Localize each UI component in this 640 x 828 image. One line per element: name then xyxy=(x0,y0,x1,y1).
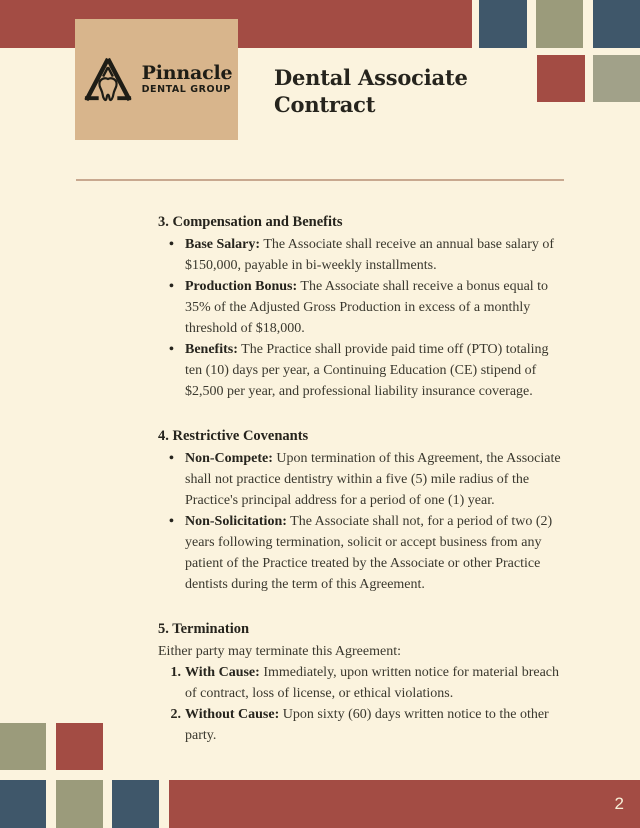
list-item xyxy=(158,511,568,595)
item-text: The Associate shall receive an annual base salary of $150,000, payable in bi-weekly installments. xyxy=(185,237,555,273)
page-title: Dental Associate Contract xyxy=(274,65,468,117)
contract-body xyxy=(158,212,568,746)
decor-square-slate xyxy=(479,0,527,48)
section-heading: 5. Termination xyxy=(158,621,250,637)
termination-list xyxy=(158,662,568,746)
page-number: 2 xyxy=(614,794,624,813)
decor-square-olive xyxy=(0,723,46,770)
bullet-marker: • xyxy=(169,342,174,357)
section-compensation-and-benefits xyxy=(158,212,568,402)
tooth-icon xyxy=(99,78,116,100)
decor-square-olive xyxy=(593,55,640,102)
bullet-marker: • xyxy=(169,237,174,252)
list-item xyxy=(158,234,568,276)
decor-square-olive xyxy=(536,0,583,48)
section-heading: 4. Restrictive Covenants xyxy=(158,428,309,444)
section-heading: 3. Compensation and Benefits xyxy=(158,214,343,230)
item-text: Upon sixty (60) days written notice to the other party. xyxy=(185,707,549,743)
footer-bar xyxy=(169,780,640,828)
number-marker: 2. xyxy=(170,707,181,722)
logo-card xyxy=(75,19,238,140)
list-item xyxy=(158,704,568,746)
section-termination xyxy=(158,619,568,746)
logo-subtitle: DENTAL GROUP xyxy=(141,84,231,96)
list-item xyxy=(158,662,568,704)
item-label: Non-Compete: xyxy=(185,451,273,466)
item-label: Benefits: xyxy=(185,342,238,357)
decor-square-maroon xyxy=(537,55,585,102)
list-item xyxy=(158,276,568,339)
item-text: The Practice shall provide paid time off (PTO) totaling ten (10) days per year, a Continuing Education (CE) stipend of $2,500 per year, and professional liability insurance coverage. xyxy=(185,342,549,399)
decor-square-slate xyxy=(593,0,640,48)
decor-square-slate xyxy=(112,780,159,828)
list-item xyxy=(158,448,568,511)
bullet-marker: • xyxy=(169,514,174,529)
section-restrictive-covenants xyxy=(158,426,568,595)
item-label: Production Bonus: xyxy=(185,279,298,294)
decor-square-slate xyxy=(0,780,46,828)
item-text: Immediately, upon written notice for material breach of contract, loss of license, or ethical violations. xyxy=(185,665,560,701)
bullet-marker: • xyxy=(169,279,174,294)
list-item xyxy=(158,339,568,402)
covenant-list xyxy=(158,448,568,595)
item-label: With Cause: xyxy=(185,665,260,680)
benefit-list xyxy=(158,234,568,402)
logo-wordmark xyxy=(142,64,233,95)
pinnacle-tooth-logo-icon xyxy=(81,54,135,106)
bullet-marker: • xyxy=(169,451,174,466)
item-label: Without Cause: xyxy=(185,707,280,722)
section-intro: Either party may terminate this Agreement: xyxy=(158,644,401,659)
item-label: Base Salary: xyxy=(185,237,261,252)
number-marker: 1. xyxy=(170,665,181,680)
item-text: Upon termination of this Agreement, the Associate shall not practice dentistry within a five (5) mile radius of the Practice's principal address for a period of one (1) year. xyxy=(185,451,561,508)
header-divider xyxy=(76,179,564,181)
item-text: The Associate shall receive a bonus equal to 35% of the Adjusted Gross Production in excess of a monthly threshold of $18,000. xyxy=(185,279,549,336)
logo-name: Pinnacle xyxy=(141,62,233,85)
item-label: Non-Solicitation: xyxy=(185,514,287,529)
item-text: The Associate shall not, for a period of two (2) years following termination, solicit or accept business from any patient of the Practice treated by the Associate or other Practice dentists during the term of this Agreement. xyxy=(185,514,553,592)
decor-square-olive xyxy=(56,780,103,828)
decor-square-maroon xyxy=(56,723,103,770)
